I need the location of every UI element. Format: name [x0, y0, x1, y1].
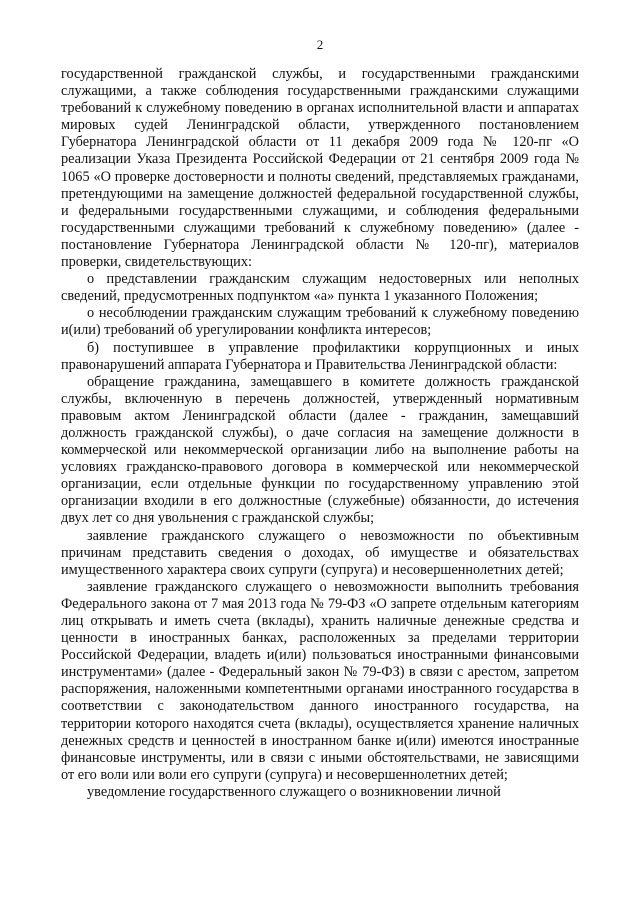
paragraph-unreliable-info: о представлении гражданским служащим недостоверных или неполных сведений, предусмотренных подпунктом «а» пункта 1 указанного Положения; — [61, 271, 579, 305]
page-number: 2 — [316, 37, 324, 52]
paragraph-citizen-appeal: обращение гражданина, замещавшего в комитете должность гражданской службы, включенную в перечень должностей, утвержденный нормативным правовым актом Ленинградской области (далее - гражданин, замещавший должность гражданской службы), о даче согласия на замещение должности в коммерческой или некоммерческой организации либо на выполнение работы на условиях гражданско-правового договора в коммерческой или некоммерческой организации, если отдельные функции по государственному управлению этой организации входили в его должностные (служебные) обязанности, до истечения двух лет со дня увольнения с гражданской службы; — [61, 373, 579, 527]
paragraph-income-statement: заявление гражданского служащего о невозможности по объективным причинам представить сведения о доходах, об имуществе и обязательствах имущественного характера своих супруги (супруга) и несовершеннолетних детей; — [61, 527, 579, 578]
paragraph-continuation: государственной гражданской службы, и государственными гражданскими служащими, а также соблюдения государственными гражданскими служащими требований к служебному поведению в органах исполнительной власти и аппаратах мировых судей Ленинградской области, утвержденного постановлением Губернатора Ленинградской области от 11 декабря 2009 года № 120-пг «О реализации Указа Президента Российской Федерации от 21 сентября 2009 года № 1065 «О проверке достоверности и полноты сведений, представляемых гражданами, претендующими на замещение должностей федеральной государственной службы, и федеральными государственными служащими, и соблюдения федеральными государственными служащими требований к служебному поведению» (далее - постановление Губернатора Ленинградской области № 120-пг), материалов проверки, свидетельствующих: — [61, 66, 579, 271]
paragraph-conduct-violation: о несоблюдении гражданским служащим требований к служебному поведению и(или) требований об урегулировании конфликта интересов; — [61, 305, 579, 339]
paragraph-foreign-accounts: заявление гражданского служащего о невозможности выполнить требования Федерального закона от 7 мая 2013 года № 79-ФЗ «О запрете отдельным категориям лиц открывать и иметь счета (вклады), хранить наличные денежные средства и ценности в иностранных банках, расположенных за пределами территории Российской Федерации, владеть и(или) пользоваться иностранными финансовыми инструментами» (далее - Федеральный закон № 79-ФЗ) в связи с арестом, запретом распоряжения, наложенными компетентными органами иностранного государства в соответствии с законодательством данного иностранного государства, на территории которого находятся счета (вклады), осуществляется хранение наличных денежных средств и ценностей в иностранном банке и(или) имеются иностранные финансовые инструменты, или в связи с иными обстоятельствами, не зависящими от его воли или воли его супруги (супруга) и несовершеннолетних детей; — [61, 578, 579, 783]
document-body — [61, 66, 579, 801]
paragraph-item-b: б) поступившее в управление профилактики коррупционных и иных правонарушений аппарата Губернатора и Правительства Ленинградской области: — [61, 339, 579, 373]
paragraph-notification: уведомление государственного служащего о возникновении личной — [87, 783, 501, 800]
